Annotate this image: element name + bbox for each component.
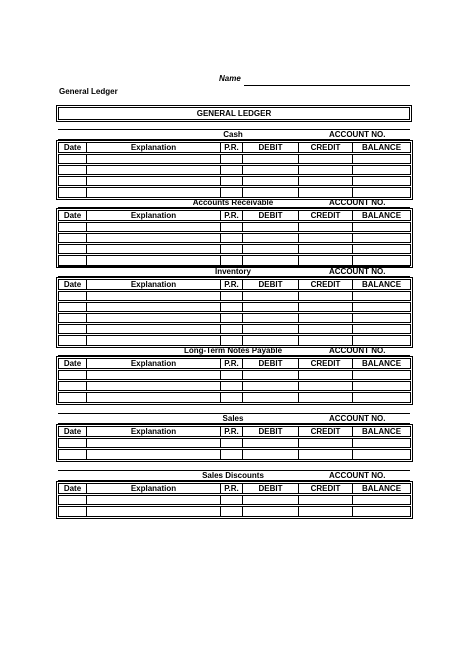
entry-cell-date[interactable] <box>59 244 87 255</box>
account-title-row <box>58 129 410 140</box>
entry-cell-date[interactable] <box>59 165 87 176</box>
column-header-explanation: Explanation <box>87 280 221 291</box>
ledger-entry-row <box>59 313 411 324</box>
column-header-credit: CREDIT <box>299 211 353 222</box>
account-title-row <box>58 470 410 481</box>
entry-cell-explanation[interactable] <box>87 291 221 302</box>
ledger-banner: GENERAL LEDGER <box>58 107 410 120</box>
entry-cell-balance[interactable] <box>353 165 411 176</box>
column-header-debit: DEBIT <box>243 280 299 291</box>
entry-cell-debit[interactable] <box>243 381 299 392</box>
entry-cell-debit[interactable] <box>243 438 299 449</box>
ledger-header-row <box>59 427 411 438</box>
entry-cell-date[interactable] <box>59 381 87 392</box>
document-heading: General Ledger <box>59 87 118 96</box>
entry-cell-debit[interactable] <box>243 313 299 324</box>
column-header-pr: P.R. <box>221 359 243 370</box>
title-underline <box>58 355 410 356</box>
entry-cell-date[interactable] <box>59 335 87 346</box>
column-header-explanation: Explanation <box>87 211 221 222</box>
entry-cell-balance[interactable] <box>353 449 411 460</box>
entry-cell-pr[interactable] <box>221 449 243 460</box>
entry-cell-date[interactable] <box>59 291 87 302</box>
ledger-table <box>58 279 411 346</box>
ledger-entry-row <box>59 176 411 187</box>
entry-cell-explanation[interactable] <box>87 244 221 255</box>
entry-cell-explanation[interactable] <box>87 449 221 460</box>
ledger-entry-row <box>59 324 411 335</box>
entry-cell-credit[interactable] <box>299 495 353 506</box>
entry-cell-date[interactable] <box>59 222 87 233</box>
column-header-date: Date <box>59 143 87 154</box>
entry-cell-credit[interactable] <box>299 392 353 403</box>
entry-cell-credit[interactable] <box>299 255 353 266</box>
account-number-label: ACCOUNT NO. <box>329 414 386 423</box>
column-header-date: Date <box>59 280 87 291</box>
entry-cell-date[interactable] <box>59 438 87 449</box>
column-header-explanation: Explanation <box>87 359 221 370</box>
entry-cell-explanation[interactable] <box>87 438 221 449</box>
entry-cell-balance[interactable] <box>353 381 411 392</box>
entry-cell-credit[interactable] <box>299 222 353 233</box>
entry-cell-pr[interactable] <box>221 370 243 381</box>
entry-cell-pr[interactable] <box>221 291 243 302</box>
entry-cell-explanation[interactable] <box>87 187 221 198</box>
entry-cell-explanation[interactable] <box>87 154 221 165</box>
entry-cell-explanation[interactable] <box>87 370 221 381</box>
account-name: Accounts Receivable <box>192 198 274 207</box>
column-header-credit: CREDIT <box>299 427 353 438</box>
entry-cell-explanation[interactable] <box>87 495 221 506</box>
ledger-header-row <box>59 484 411 495</box>
entry-cell-explanation[interactable] <box>87 176 221 187</box>
entry-cell-debit[interactable] <box>243 449 299 460</box>
ledger-entry-row <box>59 438 411 449</box>
column-header-debit: DEBIT <box>243 427 299 438</box>
column-header-pr: P.R. <box>221 280 243 291</box>
ledger-header-row <box>59 359 411 370</box>
entry-cell-debit[interactable] <box>243 335 299 346</box>
ledger-entry-row <box>59 392 411 403</box>
ledger-table <box>58 358 411 403</box>
ledger-entry-row <box>59 291 411 302</box>
column-header-credit: CREDIT <box>299 484 353 495</box>
column-header-balance: BALANCE <box>353 280 411 291</box>
ledger-entry-row <box>59 187 411 198</box>
entry-cell-credit[interactable] <box>299 324 353 335</box>
entry-cell-pr[interactable] <box>221 176 243 187</box>
entry-cell-explanation[interactable] <box>87 506 221 517</box>
entry-cell-credit[interactable] <box>299 449 353 460</box>
entry-cell-pr[interactable] <box>221 324 243 335</box>
account-name: Long-Term Notes Payable <box>183 346 283 355</box>
column-header-credit: CREDIT <box>299 143 353 154</box>
entry-cell-pr[interactable] <box>221 255 243 266</box>
entry-cell-date[interactable] <box>59 302 87 313</box>
ledger-header-row <box>59 143 411 154</box>
column-header-balance: BALANCE <box>353 484 411 495</box>
column-header-pr: P.R. <box>221 427 243 438</box>
column-header-date: Date <box>59 484 87 495</box>
account-title-row <box>58 266 410 277</box>
ledger-entry-row <box>59 222 411 233</box>
entry-cell-explanation[interactable] <box>87 381 221 392</box>
column-header-debit: DEBIT <box>243 359 299 370</box>
entry-cell-debit[interactable] <box>243 187 299 198</box>
entry-cell-pr[interactable] <box>221 392 243 403</box>
entry-cell-explanation[interactable] <box>87 233 221 244</box>
column-header-pr: P.R. <box>221 211 243 222</box>
account-name: Sales Discounts <box>202 471 264 480</box>
column-header-credit: CREDIT <box>299 359 353 370</box>
entry-cell-date[interactable] <box>59 506 87 517</box>
account-number-label: ACCOUNT NO. <box>329 267 386 276</box>
entry-cell-explanation[interactable] <box>87 302 221 313</box>
entry-cell-credit[interactable] <box>299 302 353 313</box>
column-header-balance: BALANCE <box>353 211 411 222</box>
entry-cell-credit[interactable] <box>299 370 353 381</box>
entry-cell-date[interactable] <box>59 495 87 506</box>
entry-cell-balance[interactable] <box>353 370 411 381</box>
entry-cell-credit[interactable] <box>299 187 353 198</box>
entry-cell-balance[interactable] <box>353 313 411 324</box>
entry-cell-pr[interactable] <box>221 381 243 392</box>
entry-cell-explanation[interactable] <box>87 313 221 324</box>
column-header-explanation: Explanation <box>87 484 221 495</box>
entry-cell-debit[interactable] <box>243 154 299 165</box>
entry-cell-credit[interactable] <box>299 165 353 176</box>
entry-cell-credit[interactable] <box>299 176 353 187</box>
account-number-label: ACCOUNT NO. <box>329 346 386 355</box>
entry-cell-balance[interactable] <box>353 255 411 266</box>
entry-cell-pr[interactable] <box>221 506 243 517</box>
entry-cell-pr[interactable] <box>221 335 243 346</box>
entry-cell-credit[interactable] <box>299 506 353 517</box>
entry-cell-balance[interactable] <box>353 335 411 346</box>
entry-cell-explanation[interactable] <box>87 165 221 176</box>
entry-cell-credit[interactable] <box>299 154 353 165</box>
ledger-table <box>58 142 411 198</box>
name-field[interactable] <box>244 85 410 86</box>
ledger-entry-row <box>59 302 411 313</box>
entry-cell-debit[interactable] <box>243 255 299 266</box>
column-header-date: Date <box>59 427 87 438</box>
entry-cell-explanation[interactable] <box>87 335 221 346</box>
column-header-pr: P.R. <box>221 484 243 495</box>
ledger-entry-row <box>59 255 411 266</box>
column-header-explanation: Explanation <box>87 143 221 154</box>
entry-cell-credit[interactable] <box>299 381 353 392</box>
entry-cell-explanation[interactable] <box>87 255 221 266</box>
entry-cell-balance[interactable] <box>353 495 411 506</box>
ledger-entry-row <box>59 165 411 176</box>
title-underline <box>58 276 410 277</box>
entry-cell-debit[interactable] <box>243 370 299 381</box>
column-header-debit: DEBIT <box>243 211 299 222</box>
entry-cell-balance[interactable] <box>353 392 411 403</box>
ledger-header-row <box>59 211 411 222</box>
entry-cell-debit[interactable] <box>243 165 299 176</box>
column-header-balance: BALANCE <box>353 427 411 438</box>
account-title-row <box>58 197 410 208</box>
entry-cell-credit[interactable] <box>299 291 353 302</box>
entry-cell-pr[interactable] <box>221 438 243 449</box>
ledger-table <box>58 210 411 266</box>
ledger-entry-row <box>59 449 411 460</box>
entry-cell-debit[interactable] <box>243 302 299 313</box>
entry-cell-credit[interactable] <box>299 313 353 324</box>
entry-cell-pr[interactable] <box>221 165 243 176</box>
account-number-label: ACCOUNT NO. <box>329 198 386 207</box>
account-name: Sales <box>222 414 244 423</box>
entry-cell-debit[interactable] <box>243 495 299 506</box>
entry-cell-date[interactable] <box>59 255 87 266</box>
entry-cell-date[interactable] <box>59 154 87 165</box>
entry-cell-pr[interactable] <box>221 187 243 198</box>
entry-cell-pr[interactable] <box>221 302 243 313</box>
ledger-table <box>58 483 411 517</box>
column-header-debit: DEBIT <box>243 143 299 154</box>
entry-cell-debit[interactable] <box>243 392 299 403</box>
ledger-table <box>58 426 411 460</box>
column-header-credit: CREDIT <box>299 280 353 291</box>
entry-cell-credit[interactable] <box>299 335 353 346</box>
entry-cell-date[interactable] <box>59 176 87 187</box>
account-number-label: ACCOUNT NO. <box>329 471 386 480</box>
account-number-label: ACCOUNT NO. <box>329 130 386 139</box>
column-header-pr: P.R. <box>221 143 243 154</box>
entry-cell-date[interactable] <box>59 313 87 324</box>
column-header-debit: DEBIT <box>243 484 299 495</box>
account-name: Cash <box>223 130 243 139</box>
entry-cell-balance[interactable] <box>353 233 411 244</box>
entry-cell-date[interactable] <box>59 233 87 244</box>
entry-cell-debit[interactable] <box>243 291 299 302</box>
entry-cell-date[interactable] <box>59 449 87 460</box>
entry-cell-credit[interactable] <box>299 438 353 449</box>
entry-cell-debit[interactable] <box>243 244 299 255</box>
entry-cell-balance[interactable] <box>353 176 411 187</box>
entry-cell-balance[interactable] <box>353 187 411 198</box>
entry-cell-pr[interactable] <box>221 244 243 255</box>
title-underline <box>58 423 410 424</box>
ledger-entry-row <box>59 381 411 392</box>
ledger-header-row <box>59 280 411 291</box>
column-header-balance: BALANCE <box>353 143 411 154</box>
name-label: Name <box>219 74 241 83</box>
entry-cell-balance[interactable] <box>353 222 411 233</box>
title-underline <box>58 207 410 208</box>
entry-cell-explanation[interactable] <box>87 222 221 233</box>
entry-cell-balance[interactable] <box>353 302 411 313</box>
entry-cell-debit[interactable] <box>243 324 299 335</box>
entry-cell-pr[interactable] <box>221 495 243 506</box>
account-title-row <box>58 413 410 424</box>
entry-cell-balance[interactable] <box>353 291 411 302</box>
entry-cell-credit[interactable] <box>299 244 353 255</box>
entry-cell-date[interactable] <box>59 324 87 335</box>
entry-cell-explanation[interactable] <box>87 392 221 403</box>
entry-cell-pr[interactable] <box>221 222 243 233</box>
entry-cell-pr[interactable] <box>221 154 243 165</box>
entry-cell-date[interactable] <box>59 392 87 403</box>
ledger-entry-row <box>59 244 411 255</box>
entry-cell-pr[interactable] <box>221 233 243 244</box>
column-header-balance: BALANCE <box>353 359 411 370</box>
entry-cell-date[interactable] <box>59 370 87 381</box>
column-header-date: Date <box>59 211 87 222</box>
entry-cell-balance[interactable] <box>353 244 411 255</box>
entry-cell-debit[interactable] <box>243 222 299 233</box>
title-underline <box>58 139 410 140</box>
entry-cell-balance[interactable] <box>353 438 411 449</box>
entry-cell-credit[interactable] <box>299 233 353 244</box>
entry-cell-explanation[interactable] <box>87 324 221 335</box>
ledger-entry-row <box>59 370 411 381</box>
entry-cell-debit[interactable] <box>243 233 299 244</box>
title-underline <box>58 480 410 481</box>
ledger-entry-row <box>59 335 411 346</box>
column-header-date: Date <box>59 359 87 370</box>
entry-cell-date[interactable] <box>59 187 87 198</box>
entry-cell-balance[interactable] <box>353 506 411 517</box>
entry-cell-debit[interactable] <box>243 176 299 187</box>
account-name: Inventory <box>214 267 251 276</box>
account-title-row <box>58 345 410 356</box>
ledger-entry-row <box>59 233 411 244</box>
column-header-explanation: Explanation <box>87 427 221 438</box>
ledger-entry-row <box>59 495 411 506</box>
ledger-entry-row <box>59 506 411 517</box>
entry-cell-pr[interactable] <box>221 313 243 324</box>
ledger-entry-row <box>59 154 411 165</box>
entry-cell-balance[interactable] <box>353 154 411 165</box>
entry-cell-balance[interactable] <box>353 324 411 335</box>
entry-cell-debit[interactable] <box>243 506 299 517</box>
